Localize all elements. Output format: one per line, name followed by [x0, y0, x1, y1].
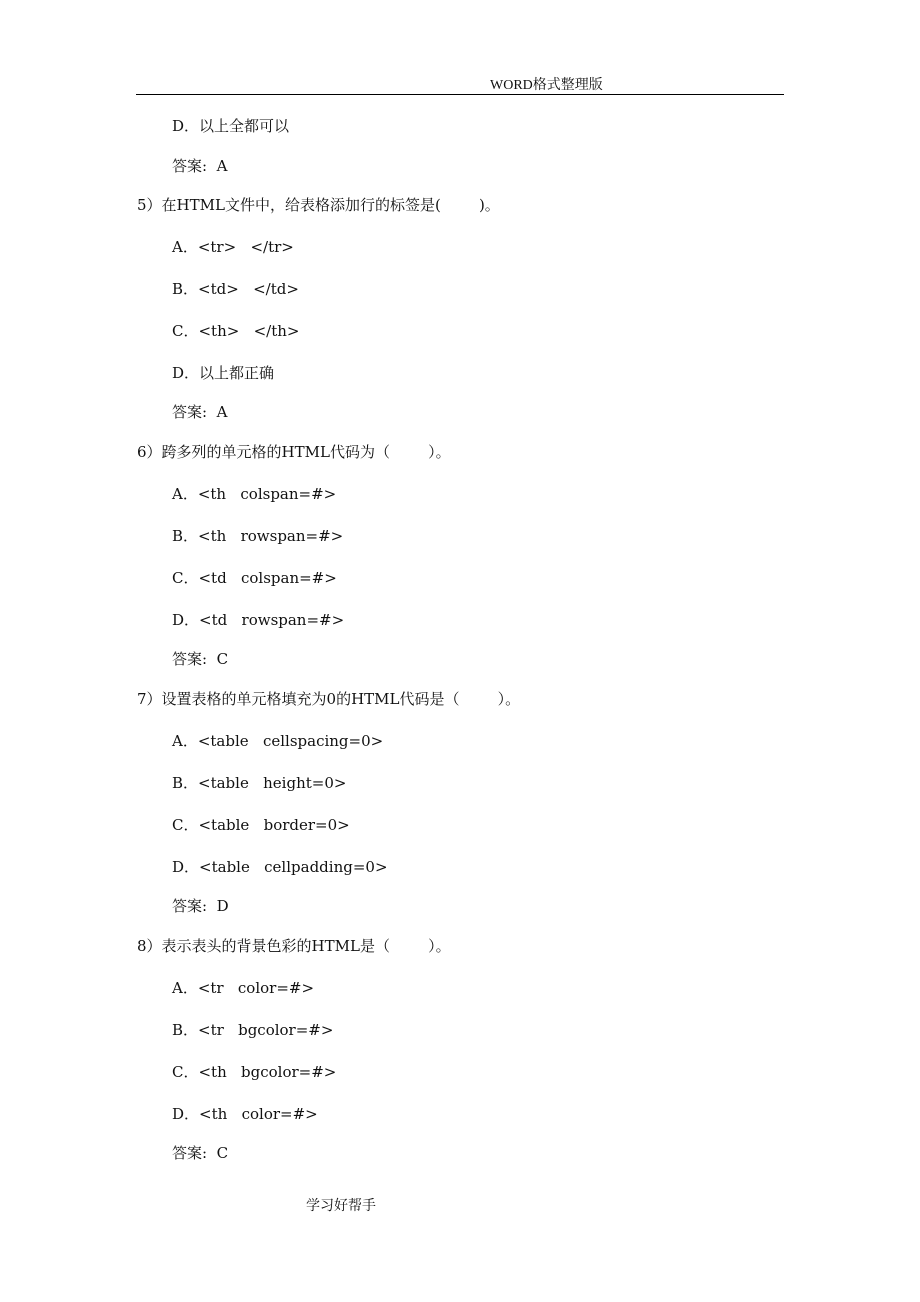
- option-line: B．<table height=0>: [172, 774, 347, 792]
- option-line: B．<tr bgcolor=#>: [172, 1021, 334, 1039]
- option-line: A．<th colspan=#>: [172, 485, 337, 503]
- option-line: D．以上都正确: [172, 364, 275, 382]
- option-line: A．<tr color=#>: [172, 979, 315, 997]
- option-line: C．<th bgcolor=#>: [172, 1063, 337, 1081]
- answer-line: 答案: C: [172, 1144, 229, 1162]
- question-line: 6）跨多列的单元格的HTML代码为（ ）。: [137, 443, 451, 461]
- option-line: C．<td colspan=#>: [172, 569, 337, 587]
- header-divider: [136, 94, 784, 95]
- option-line: D．以上全都可以: [172, 117, 290, 135]
- question-line: 8）表示表头的背景色彩的HTML是（ ）。: [137, 937, 451, 955]
- option-line: C．<table border=0>: [172, 816, 350, 834]
- answer-line: 答案: A: [172, 403, 228, 421]
- option-line: A．<table cellspacing=0>: [172, 732, 384, 750]
- question-line: 7）设置表格的单元格填充为0的HTML代码是（ ）。: [137, 690, 521, 708]
- option-line: A．<tr> </tr>: [172, 238, 294, 256]
- question-line: 5）在HTML文件中，给表格添加行的标签是( )。: [137, 196, 500, 214]
- option-line: B．<th rowspan=#>: [172, 527, 344, 545]
- option-line: B．<td> </td>: [172, 280, 299, 298]
- option-line: C．<th> </th>: [172, 322, 300, 340]
- option-line: D．<th color=#>: [172, 1105, 318, 1123]
- footer-text: 学习好帮手: [306, 1198, 376, 1214]
- header-title: WORD格式整理版: [490, 78, 603, 93]
- answer-line: 答案: A: [172, 157, 228, 175]
- answer-line: 答案: C: [172, 650, 229, 668]
- answer-line: 答案: D: [172, 897, 229, 915]
- option-line: D．<td rowspan=#>: [172, 611, 345, 629]
- option-line: D．<table cellpadding=0>: [172, 858, 388, 876]
